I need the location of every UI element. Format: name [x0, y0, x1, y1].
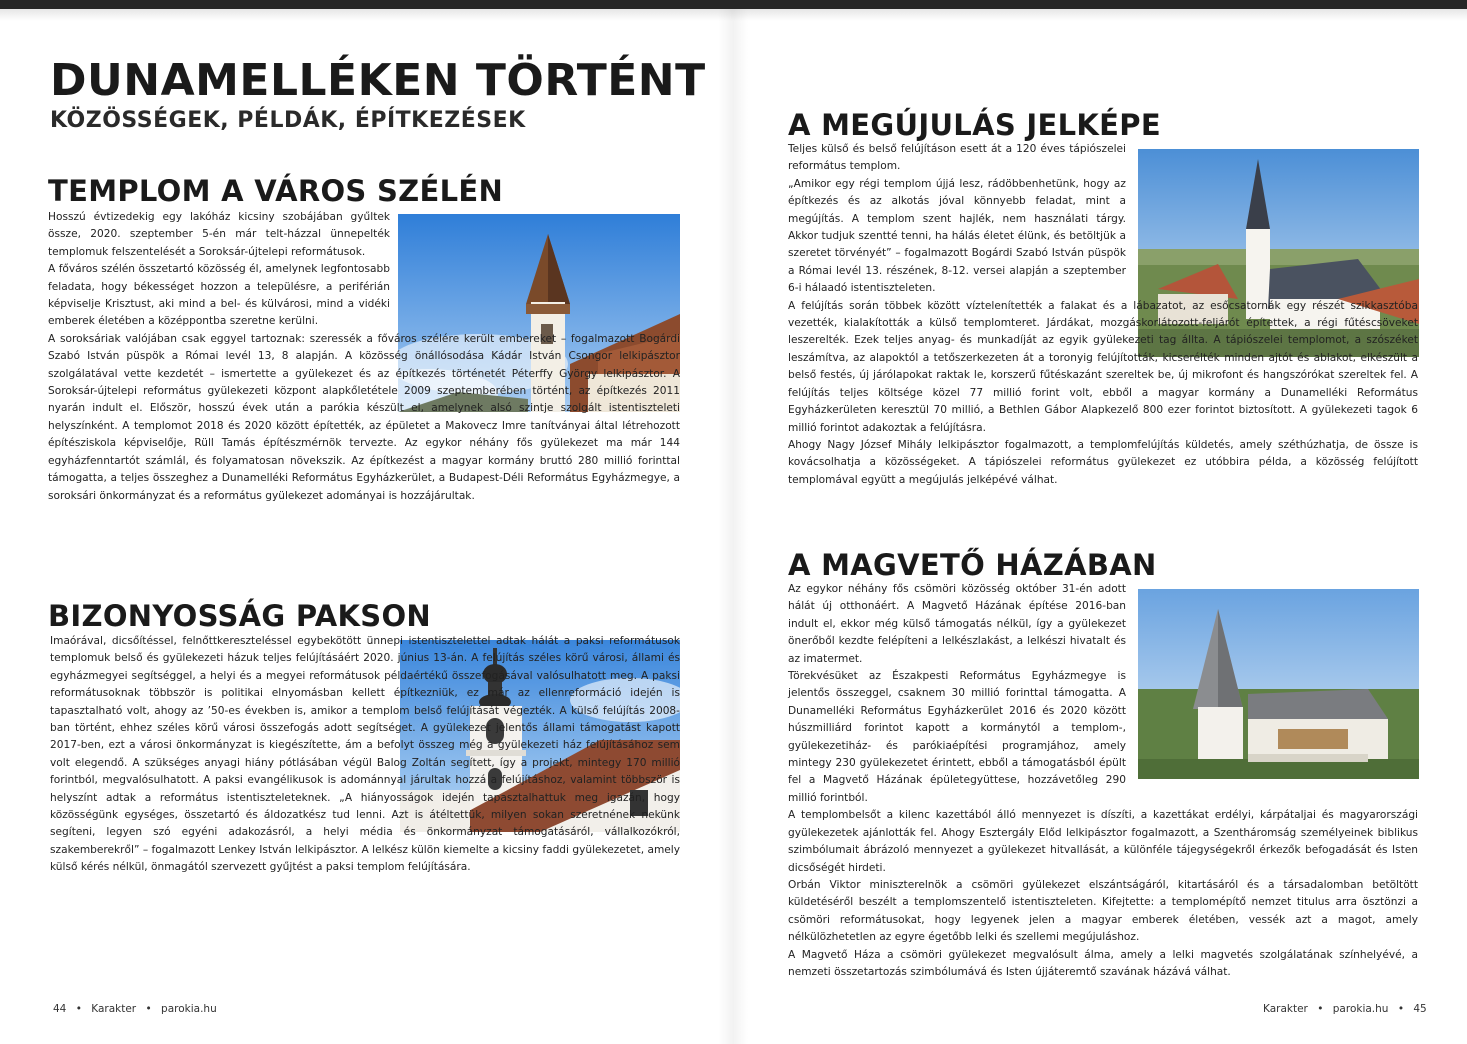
- paragraph: Teljes külső és belső felújításon esett át a 120 éves tápiószelei református templom.: [788, 143, 1126, 173]
- left-page: [0, 0, 733, 1044]
- paragraph: A főváros szélén összetartó közösség él, amelynek legfontosabb feladata, hogy békességet hozzon a településre, a periférián képviselje Krisztust, aki mind a bel- és külvárosi, mind a vidéki emberek életében a középpontba szeretne kerülni.: [48, 263, 390, 328]
- footer-left: [50, 1003, 220, 1015]
- magazine-name: Karakter: [1263, 1003, 1308, 1015]
- page-number: 45: [1413, 1003, 1427, 1015]
- paragraph: „Amikor egy régi templom újjá lesz, rádöbbenhetünk, hogy az építkezés és az alkotás jóval könnyebb feladat, mint a megújítás. A templom szent hajlék, nem használati tárgy. Akkor tudjuk szentté tenni, ha hálás életet élünk, és betöltjük a szeretet törvényét” – fogalmazott Bogárdi Szabó István püspök a Római levél 13. részének, 8-12. versei alapján a szeptember 6-i hálaadó istentiszteleten.: [788, 177, 1126, 295]
- section-title-templom: TEMPLOM A VÁROS SZÉLÉN: [48, 174, 504, 208]
- paragraph: A soroksáriak valójában csak eggyel tartoznak: szeressék a főváros szélére került embereket – fogalmazott Bogárdi Szabó István püspök a Római levél 13, 8 alapján. A közösség önállósodása Kádár István Csongor lelkipásztor szolgálatával vette kezdetét – ismertette a gyülekezet és az építkezés történetét Péterffy György lelkipásztor. A Soroksár-újtelepi református gyülekezeti központ alapkőletétele 2009 szeptemberében történt, az építkezés 2011 nyarán indult el. Először, hosszú évek után a parókia készült el, amelynek alsó szintje szolgált istentiszteleti helyszínként. A templomot 2018 és 2020 között építették, az épületet a Makovecz Imre tanítványai által létrehozott építésziskola képviselője, Rüll Tamás építészmérnök tervezte. Az egykor néhány fős gyülekezet ma már 144 egyházfenntartót számlál, és folyamatosan növekszik. Az építkezést a magyar kormány bruttó 280 millió forinttal támogatta, a teljes összeghez a Dunamelléki Református Egyházkerület, a Budapest-Déli Református Egyházmegye, a soroksári önkormányzat és a református gyülekezet adományai is hozzájárultak.: [48, 332, 680, 502]
- footer-right: [1260, 1003, 1430, 1015]
- page-number: 44: [53, 1003, 67, 1015]
- separator: •: [75, 1003, 82, 1015]
- section-body-templom: [48, 209, 680, 505]
- paragraph: Orbán Viktor miniszterelnök a csömöri gyülekezet elszántságáról, kitartásáról és a társadalomban betöltött küldetéséről beszélt a templomszentelő istentiszteleten. Kifejtette: a templomépítő nemzet titulus arra ösztönzi a csömöri reformátusokat, hogy legyenek jelen a magyar emberek életében, vessék azt a magot, amely nélkülözhetetlen az egyre égetőbb lelki és szellemi megújuláshoz.: [788, 878, 1418, 944]
- paragraph: Az egykor néhány fős csömöri közösség október 31-én adott hálát új otthonáért. A Magvető Házának építése 2016-ban indult el, ekkor még külső támogatás nélkül, így a gyülekezet önerőből kezdte felépíteni a lelkészlakást, a lelkészi hivatalt és az imatermet.: [788, 583, 1126, 665]
- paragraph: A felújítás során többek között víztelenítették a falakat és a lábazatot, az esőcsatornák egy részét szikkasztóba vezették, kialakították a külső templomteret. Járdákat, mozgáskorlátozott-feljárót építettek, a régi fűtéscsöveket leszerelték. Ezek teljes anyag- és munkadíját az egyik gyülekezeti tag állta. A tápiószelei templomot, a szószéket leszámítva, az alapoktól a tetőszerkezeten át a toronyig felújították, kicserélték minden ajtót és ablakot, elkészült a belső festés, új járólapokat raktak le, korszerű fűtéskazánt szereltek be, új mikrofont és hangszórókat szereltek fel. A felújítás teljes költsége közel 77 millió forint volt, ebből a magyar kormány a Dunamelléki Református Egyházkerületen keresztül 70 millió, a Bethlen Gábor Alapkezelő 800 ezer forintot biztosított. A gyülekezeti tagok 6 millió forintot adakoztak a felújításra.: [788, 299, 1418, 434]
- website: parokia.hu: [161, 1003, 217, 1015]
- section-body-paks: [50, 633, 680, 877]
- section-title-magveto: A MAGVETŐ HÁZÁBAN: [788, 548, 1157, 582]
- page-title: DUNAMELLÉKEN TÖRTÉNT: [50, 55, 706, 106]
- magazine-name: Karakter: [91, 1003, 137, 1015]
- paragraph: Ahogy Nagy József Mihály lelkipásztor fogalmazott, a templomfelújítás küldetés, amely széthúzhatja, de össze is kovácsolhatja a közösségeket. A tápiószelei református gyülekezet ez utóbbira példa, a közösség felújított templomával együtt a megújulás jelképévé válhat.: [788, 438, 1418, 486]
- separator: •: [1397, 1003, 1405, 1015]
- paragraph: A Magvető Háza a csömöri gyülekezet megvalósult álma, amely a lelki magvetés szolgálatának színhelyévé, a nemzeti összetartozás szimbólumává és Isten újjáteremtő szavának házává válhat.: [788, 948, 1418, 978]
- paragraph: Törekvésüket az Északpesti Református Egyházmegye is jelentős összeggel, csaknem 30 millió forinttal támogatta. A Dunamelléki Református Egyházkerület 2016 és 2020 között húszmilliárd forintot kapott a kormánytól a templom-, gyülekezetiház- és parókiaépítési programjához, amely mintegy 230 gyülekezetet érintett, ebből a támogatásból épült fel a Magvető Házának épületegyüttese, hozzávetőleg 290 millió forintból.: [788, 670, 1126, 804]
- page-subtitle: KÖZÖSSÉGEK, PÉLDÁK, ÉPÍTKEZÉSEK: [50, 108, 526, 133]
- section-title-paks: BIZONYOSSÁG PAKSON: [48, 599, 431, 633]
- section-title-megujulas: A MEGÚJULÁS JELKÉPE: [788, 108, 1161, 142]
- section-body-magveto: [788, 581, 1418, 981]
- paragraph: A templombelsőt a kilenc kazettából álló mennyezet is díszíti, a kazettákat erdélyi, kárpátaljai és magyarországi gyülekezetek ajánlották fel. Ahogy Esztergály Előd lelkipásztor fogalmazott, a Szentháromság személyeinek biblikus szimbólumait ábrázoló mennyezet a gyülekezet hitvallását, a különféle tájegységekről érkezők befogadását és Isten dicsőségét hirdeti.: [788, 809, 1418, 874]
- right-page: [734, 0, 1467, 1044]
- separator: •: [145, 1003, 152, 1015]
- separator: •: [1317, 1003, 1324, 1015]
- website: parokia.hu: [1332, 1003, 1389, 1015]
- paragraph: Hosszú évtizedekig egy lakóház kicsiny szobájában gyűltek össze, 2020. szeptember 5-én már telt-házzal ünnepelték templomuk felszentelését a Soroksár-újtelepi reformátusok.: [48, 211, 390, 258]
- section-body-megujulas: [788, 141, 1418, 489]
- paragraph: Imaórával, dicsőítéssel, felnőttkereszteléssel egybekötött ünnepi istentisztelettel adtak hálát a paksi reformátusok templomuk belső és gyülekezeti házuk teljes felújításáért 2020. június 13-án. A felújítás széles körű városi, állami és egyházmegyei segítséggel, a helyi és a megyei reformátusok példaértékű összefogásával valósulhatott meg. A paksi reformátusoknak többször is politikai elnyomásban kellett építkezniük, ez már az ellenreformáció idején is tapasztalható volt, ahogy az ’50-es években is, amikor a templom belső felújítását végezték. A külső felújítás 2008-ban történt, ehhez széles körű városi összefogás adott segítséget. A gyülekezet jelentős állami támogatást kapott 2017-ben, ezt a városi önkormányzat is kiegészítette, ám a befolyt összeg még a gyülekezeti ház felújításához sem volt elegendő. A szükséges anyagi hiány pótlásában végül Balog Zoltán segített, így a projekt, mintegy 170 millió forintból, megvalósulhatott. A paksi evangélikusok is adománnyal járultak hozzá a felújításhoz, valamint többször is helyszínt adtak a református istentiszteleteknek. „A hiányosságok idején tapasztalhattuk meg igazán, hogy közösségünk egységes, összetartó és áldozatkész tud lenni. Azt is átéltettük, milyen sokan szeretnének nekünk segíteni, legyen szó egyéni adakozásról, a helyi média és önkormányzat támogatásáról, vállalkozókról, szakemberekről” – fogalmazott Lenkey István lelkipásztor. A lelkész külön kiemelte a kicsiny faddi gyülekezetet, amely külső kérés nélkül, önmagától szervezett gyűjtést a paksi templom felújítására.: [50, 635, 680, 874]
